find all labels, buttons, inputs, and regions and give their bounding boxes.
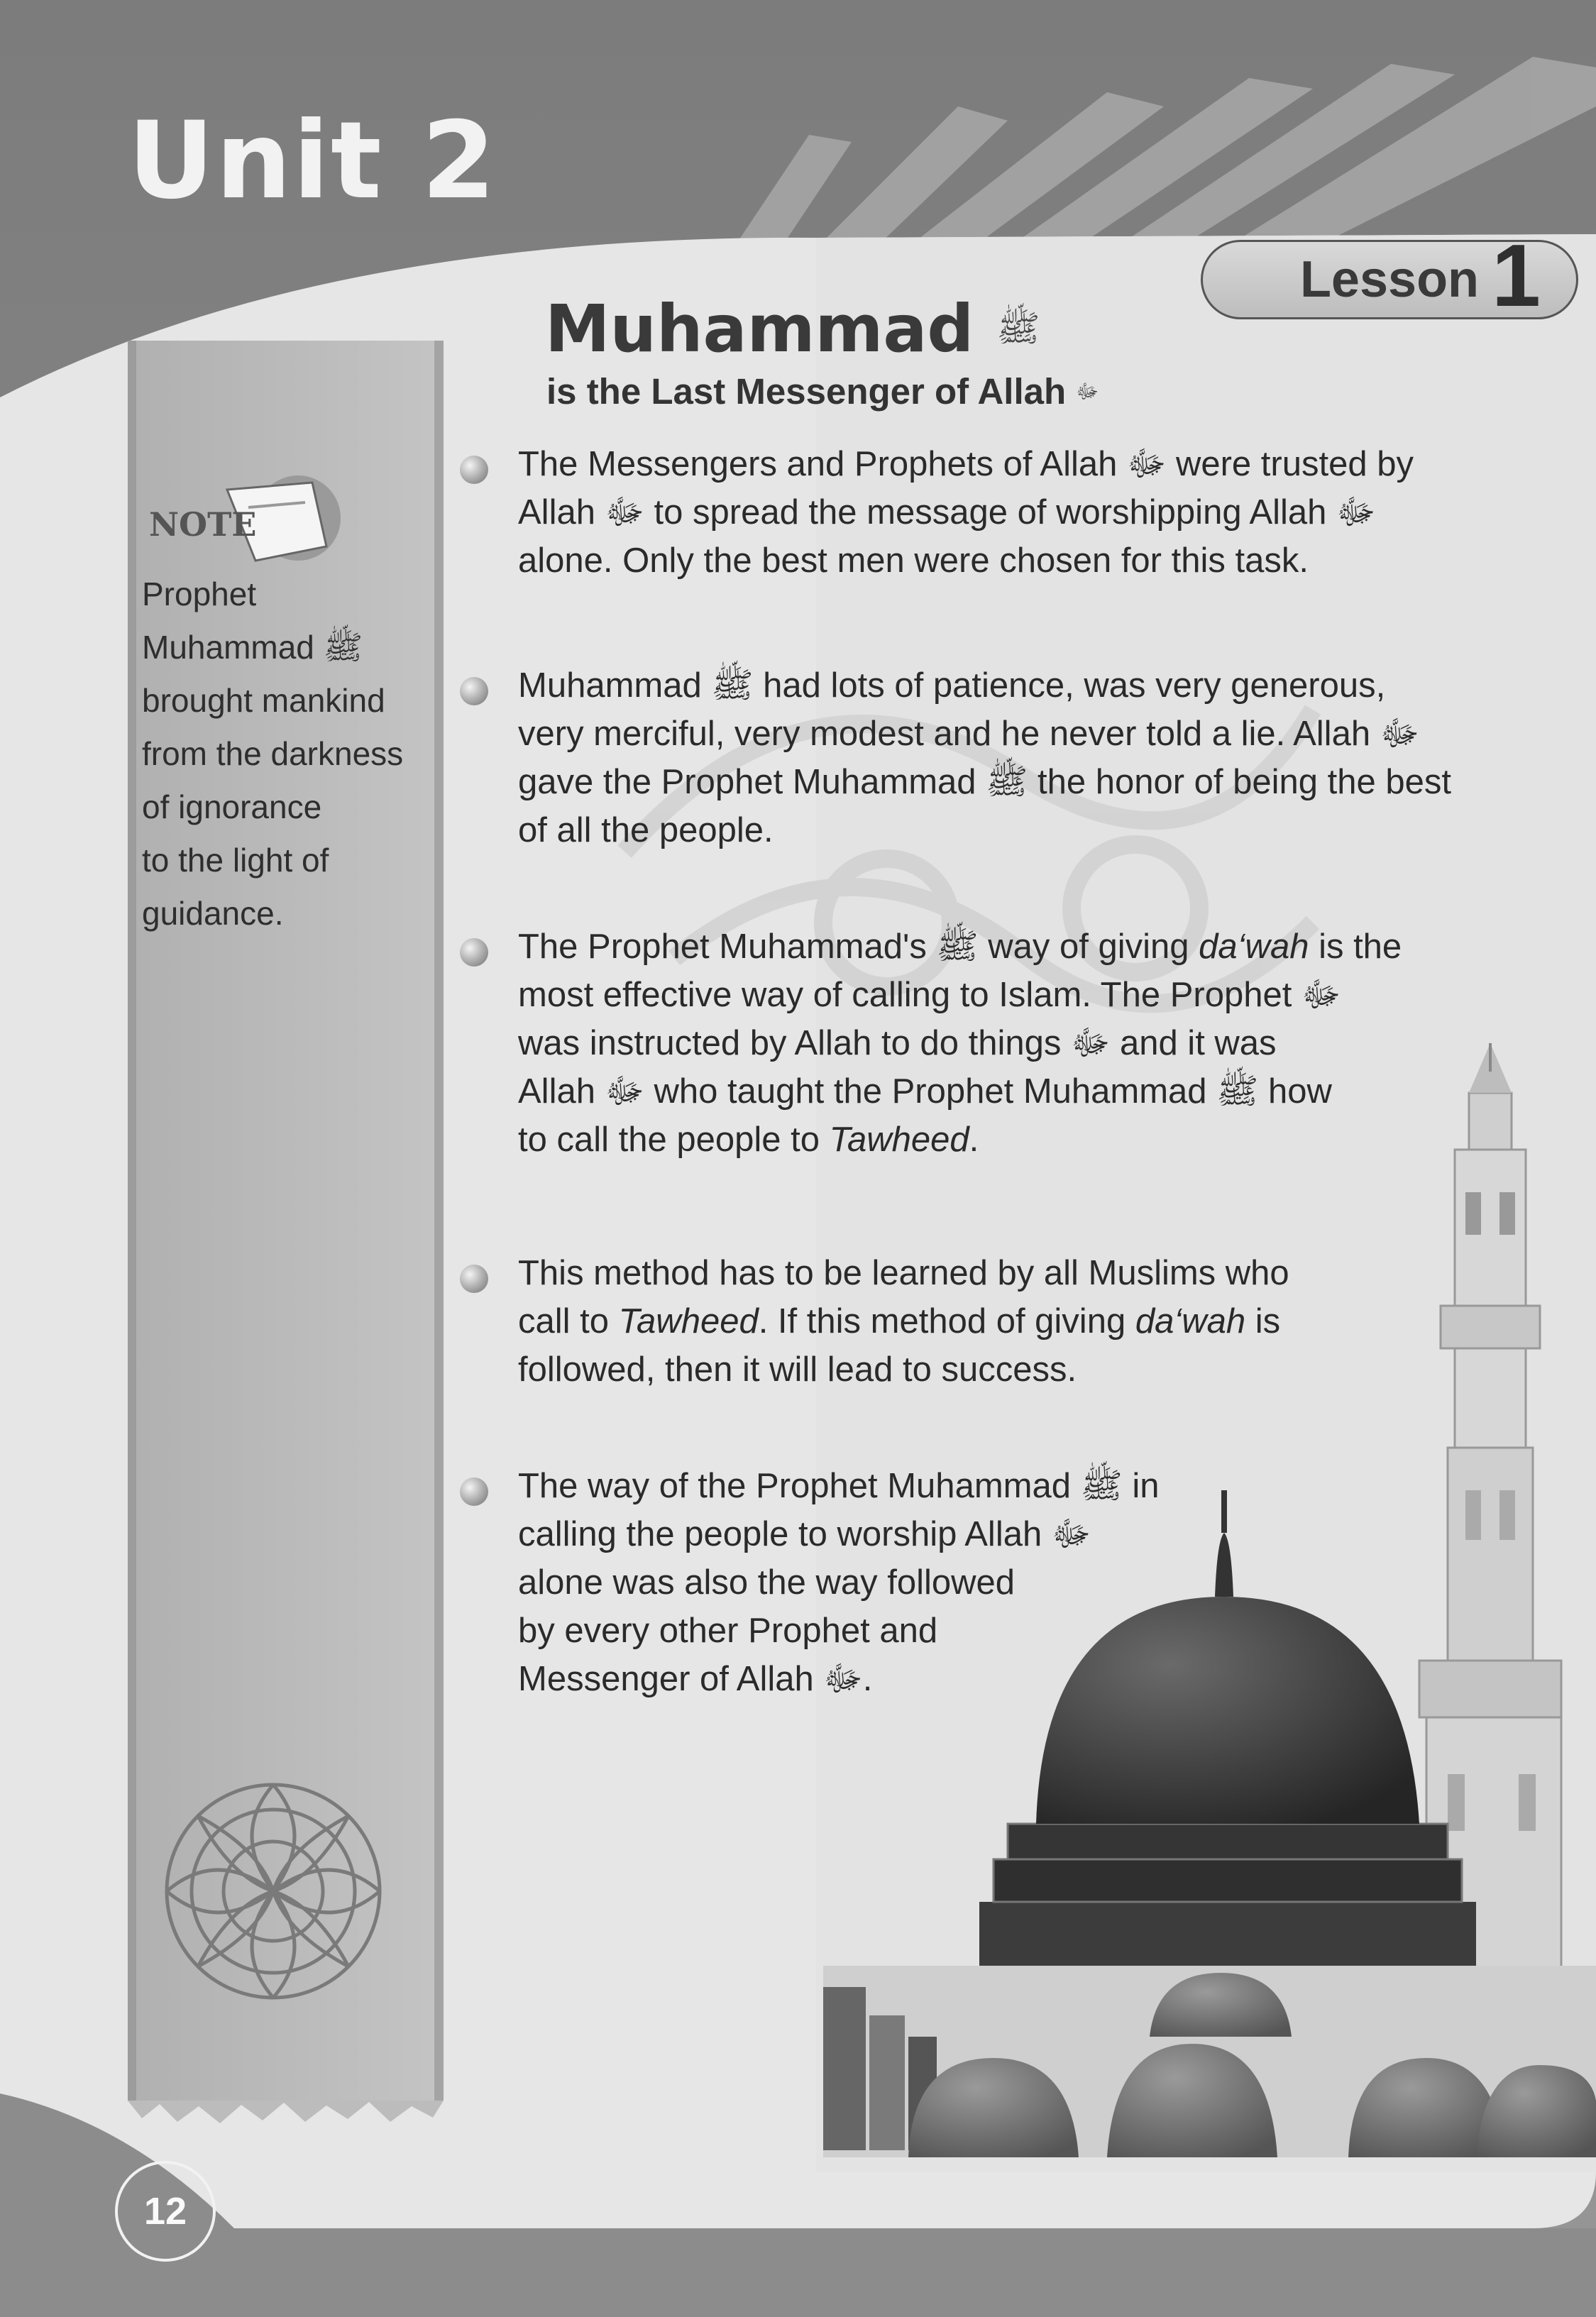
bullet-dot-icon bbox=[460, 456, 488, 484]
lesson-badge bbox=[1201, 227, 1578, 325]
note-line: brought mankind bbox=[142, 682, 385, 719]
salawat-calligraphy-icon: ﷺ bbox=[996, 307, 1040, 350]
bullet-line: most effective way of calling to Islam. The Prophet ﷻ bbox=[518, 976, 1341, 1014]
bullet-line: followed, then it will lead to success. bbox=[518, 1350, 1077, 1389]
bullet-line: Messenger of Allah ﷻ. bbox=[518, 1660, 873, 1698]
bullet-line: calling the people to worship Allah ﷻ bbox=[518, 1515, 1091, 1553]
bullet-line: Allah ﷻ to spread the message of worshipping Allah ﷻ bbox=[518, 493, 1376, 532]
bullet-line: Allah ﷻ who taught the Prophet Muhammad ﷺ how bbox=[518, 1072, 1332, 1111]
bullet-item bbox=[454, 440, 1414, 585]
bullet-line: Muhammad ﷺ had lots of patience, was very generous, bbox=[518, 666, 1386, 705]
note-text bbox=[142, 568, 440, 940]
bullet-line: to call the people to Tawheed. bbox=[518, 1121, 979, 1159]
bullet-line: The Prophet Muhammad's ﷺ way of giving da‘wah is the bbox=[518, 928, 1402, 966]
bullet-line: was instructed by Allah to do things ﷻ and it was bbox=[518, 1024, 1277, 1062]
page-title-text: Muhammad bbox=[545, 291, 974, 367]
bullet-item bbox=[454, 661, 1451, 854]
bullet-line: very merciful, very modest and he never told a lie. Allah ﷻ bbox=[518, 715, 1420, 753]
note-line: Muhammad ﷺ bbox=[142, 629, 363, 666]
bullet-dot-icon bbox=[460, 1265, 488, 1293]
bullet-line: The way of the Prophet Muhammad ﷺ in bbox=[518, 1467, 1160, 1505]
page-title bbox=[545, 291, 1040, 367]
note-line: Prophet bbox=[142, 576, 257, 612]
note-line: from the darkness bbox=[142, 735, 404, 772]
bullet-dot-icon bbox=[460, 1477, 488, 1506]
bullet-line: This method has to be learned by all Muslims who bbox=[518, 1254, 1289, 1292]
page-subtitle bbox=[546, 370, 1099, 412]
bullet-item bbox=[454, 923, 1402, 1164]
bullet-dot-icon bbox=[460, 677, 488, 705]
bullet-line: of all the people. bbox=[518, 811, 774, 849]
bullet-line: gave the Prophet Muhammad ﷺ the honor of being the best bbox=[518, 763, 1451, 801]
note-line: guidance. bbox=[142, 895, 284, 932]
note-line: of ignorance bbox=[142, 788, 322, 825]
bullet-line: alone. Only the best men were chosen for this task. bbox=[518, 541, 1309, 580]
bullet-item bbox=[454, 1462, 1160, 1703]
page-subtitle-text: is the Last Messenger of Allah bbox=[546, 371, 1067, 412]
svg-text:NOTE: NOTE bbox=[149, 505, 257, 544]
lesson-number: 1 bbox=[1492, 227, 1541, 325]
bullet-dot-icon bbox=[460, 938, 488, 967]
unit-title: Unit 2 bbox=[128, 99, 497, 223]
bullet-item bbox=[454, 1249, 1289, 1394]
bullet-line: call to Tawheed. If this method of giving da‘wah is bbox=[518, 1302, 1281, 1341]
jalla-jalaluh-icon: ﷻ bbox=[1076, 380, 1099, 403]
bullet-line: alone was also the way followed bbox=[518, 1563, 1016, 1602]
lesson-label: Lesson bbox=[1299, 251, 1480, 308]
bullet-line: by every other Prophet and bbox=[518, 1612, 938, 1650]
page-number: 12 bbox=[115, 2161, 216, 2262]
note-line: to the light of bbox=[142, 842, 329, 879]
bullet-line: The Messengers and Prophets of Allah ﷻ were trusted by bbox=[518, 445, 1414, 483]
